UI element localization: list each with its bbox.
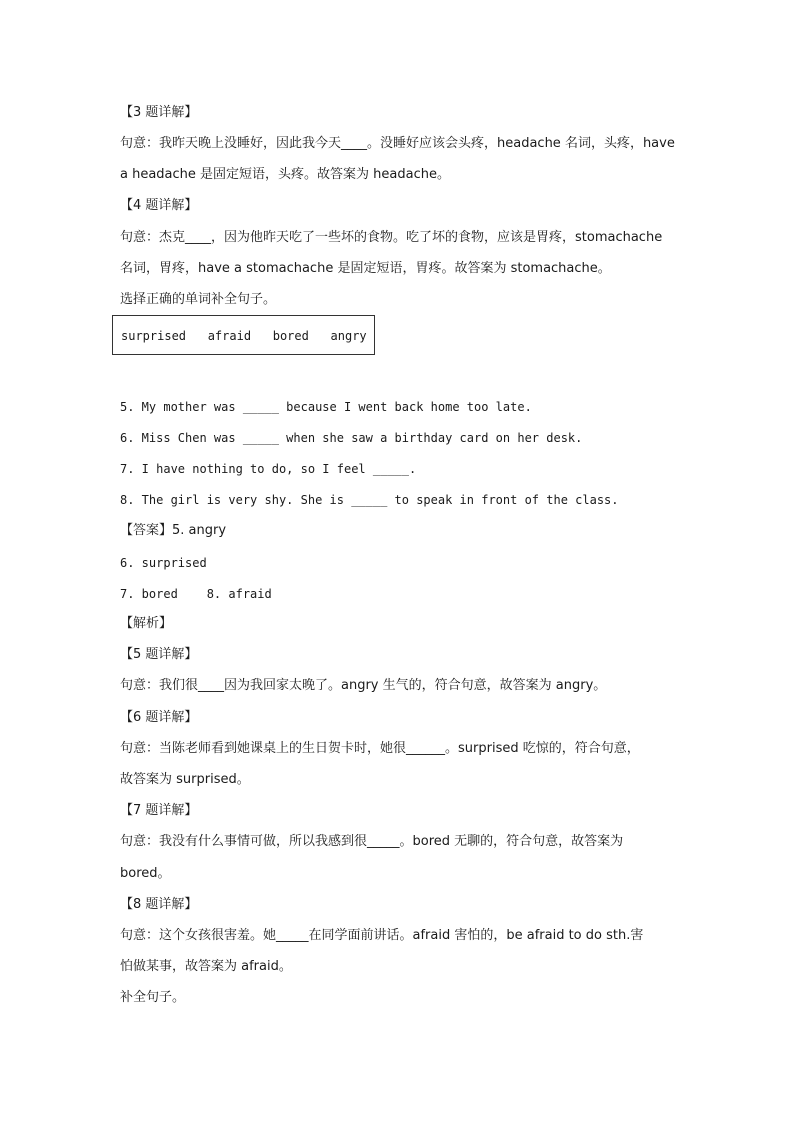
question-8: 8. The girl is very shy. She is _____ to speak in front of the class. (120, 493, 619, 507)
explanation-q5: 句意：我们很____因为我回家太晚了。angry 生气的，符合句意，故答案为 angry。 (120, 678, 607, 693)
heading-q4-detail: 【4 题详解】 (120, 198, 198, 213)
explanation-q6-line1: 句意：当陈老师看到她课桌上的生日贺卡时，她很______。surprised 吃惊的，符合句意， (120, 741, 640, 756)
explanation-q4-line1: 句意：杰克____，因为他昨天吃了一些坏的食物。吃了坏的食物，应该是胃疼，stomachache (120, 230, 663, 245)
question-6: 6. Miss Chen was _____ when she saw a birthday card on her desk. (120, 431, 583, 445)
explanation-q8-line2: 怕做某事，故答案为 afraid。 (120, 959, 292, 974)
explanation-q6-line2: 故答案为 surprised。 (120, 772, 250, 787)
next-section-instruction: 补全句子。 (120, 990, 186, 1005)
explanation-q3-line2: a headache 是固定短语，头疼。故答案为 headache。 (120, 167, 450, 182)
question-5: 5. My mother was _____ because I went back home too late. (120, 400, 532, 414)
question-7: 7. I have nothing to do, so I feel _____. (120, 462, 417, 476)
heading-q8-detail: 【8 题详解】 (120, 897, 198, 912)
heading-q3-detail: 【3 题详解】 (120, 105, 198, 120)
answer-5: 【答案】5. angry (120, 523, 227, 538)
word-bank-words: surprised afraid bored angry (121, 329, 367, 343)
answer-7-8: 7. bored 8. afraid (120, 587, 272, 601)
explanation-q8-line1: 句意：这个女孩很害羞。她_____在同学面前讲话。afraid 害怕的，be afraid to do sth.害 (120, 928, 644, 943)
explanation-q7-line2: bored。 (120, 866, 171, 881)
heading-q5-detail: 【5 题详解】 (120, 647, 198, 662)
analysis-heading: 【解析】 (120, 616, 173, 631)
heading-q7-detail: 【7 题详解】 (120, 803, 198, 818)
heading-q6-detail: 【6 题详解】 (120, 710, 198, 725)
word-bank-box (112, 315, 375, 355)
explanation-q7-line1: 句意：我没有什么事情可做，所以我感到很_____。bored 无聊的，符合句意，故答案为 (120, 834, 624, 849)
instruction-text: 选择正确的单词补全句子。 (120, 292, 277, 307)
explanation-q4-line2: 名词，胃疼，have a stomachache 是固定短语，胃疼。故答案为 stomachache。 (120, 261, 611, 276)
answer-6: 6. surprised (120, 556, 207, 570)
explanation-q3-line1: 句意：我昨天晚上没睡好，因此我今天____。没睡好应该会头疼，headache 名词，头疼，have (120, 136, 675, 151)
